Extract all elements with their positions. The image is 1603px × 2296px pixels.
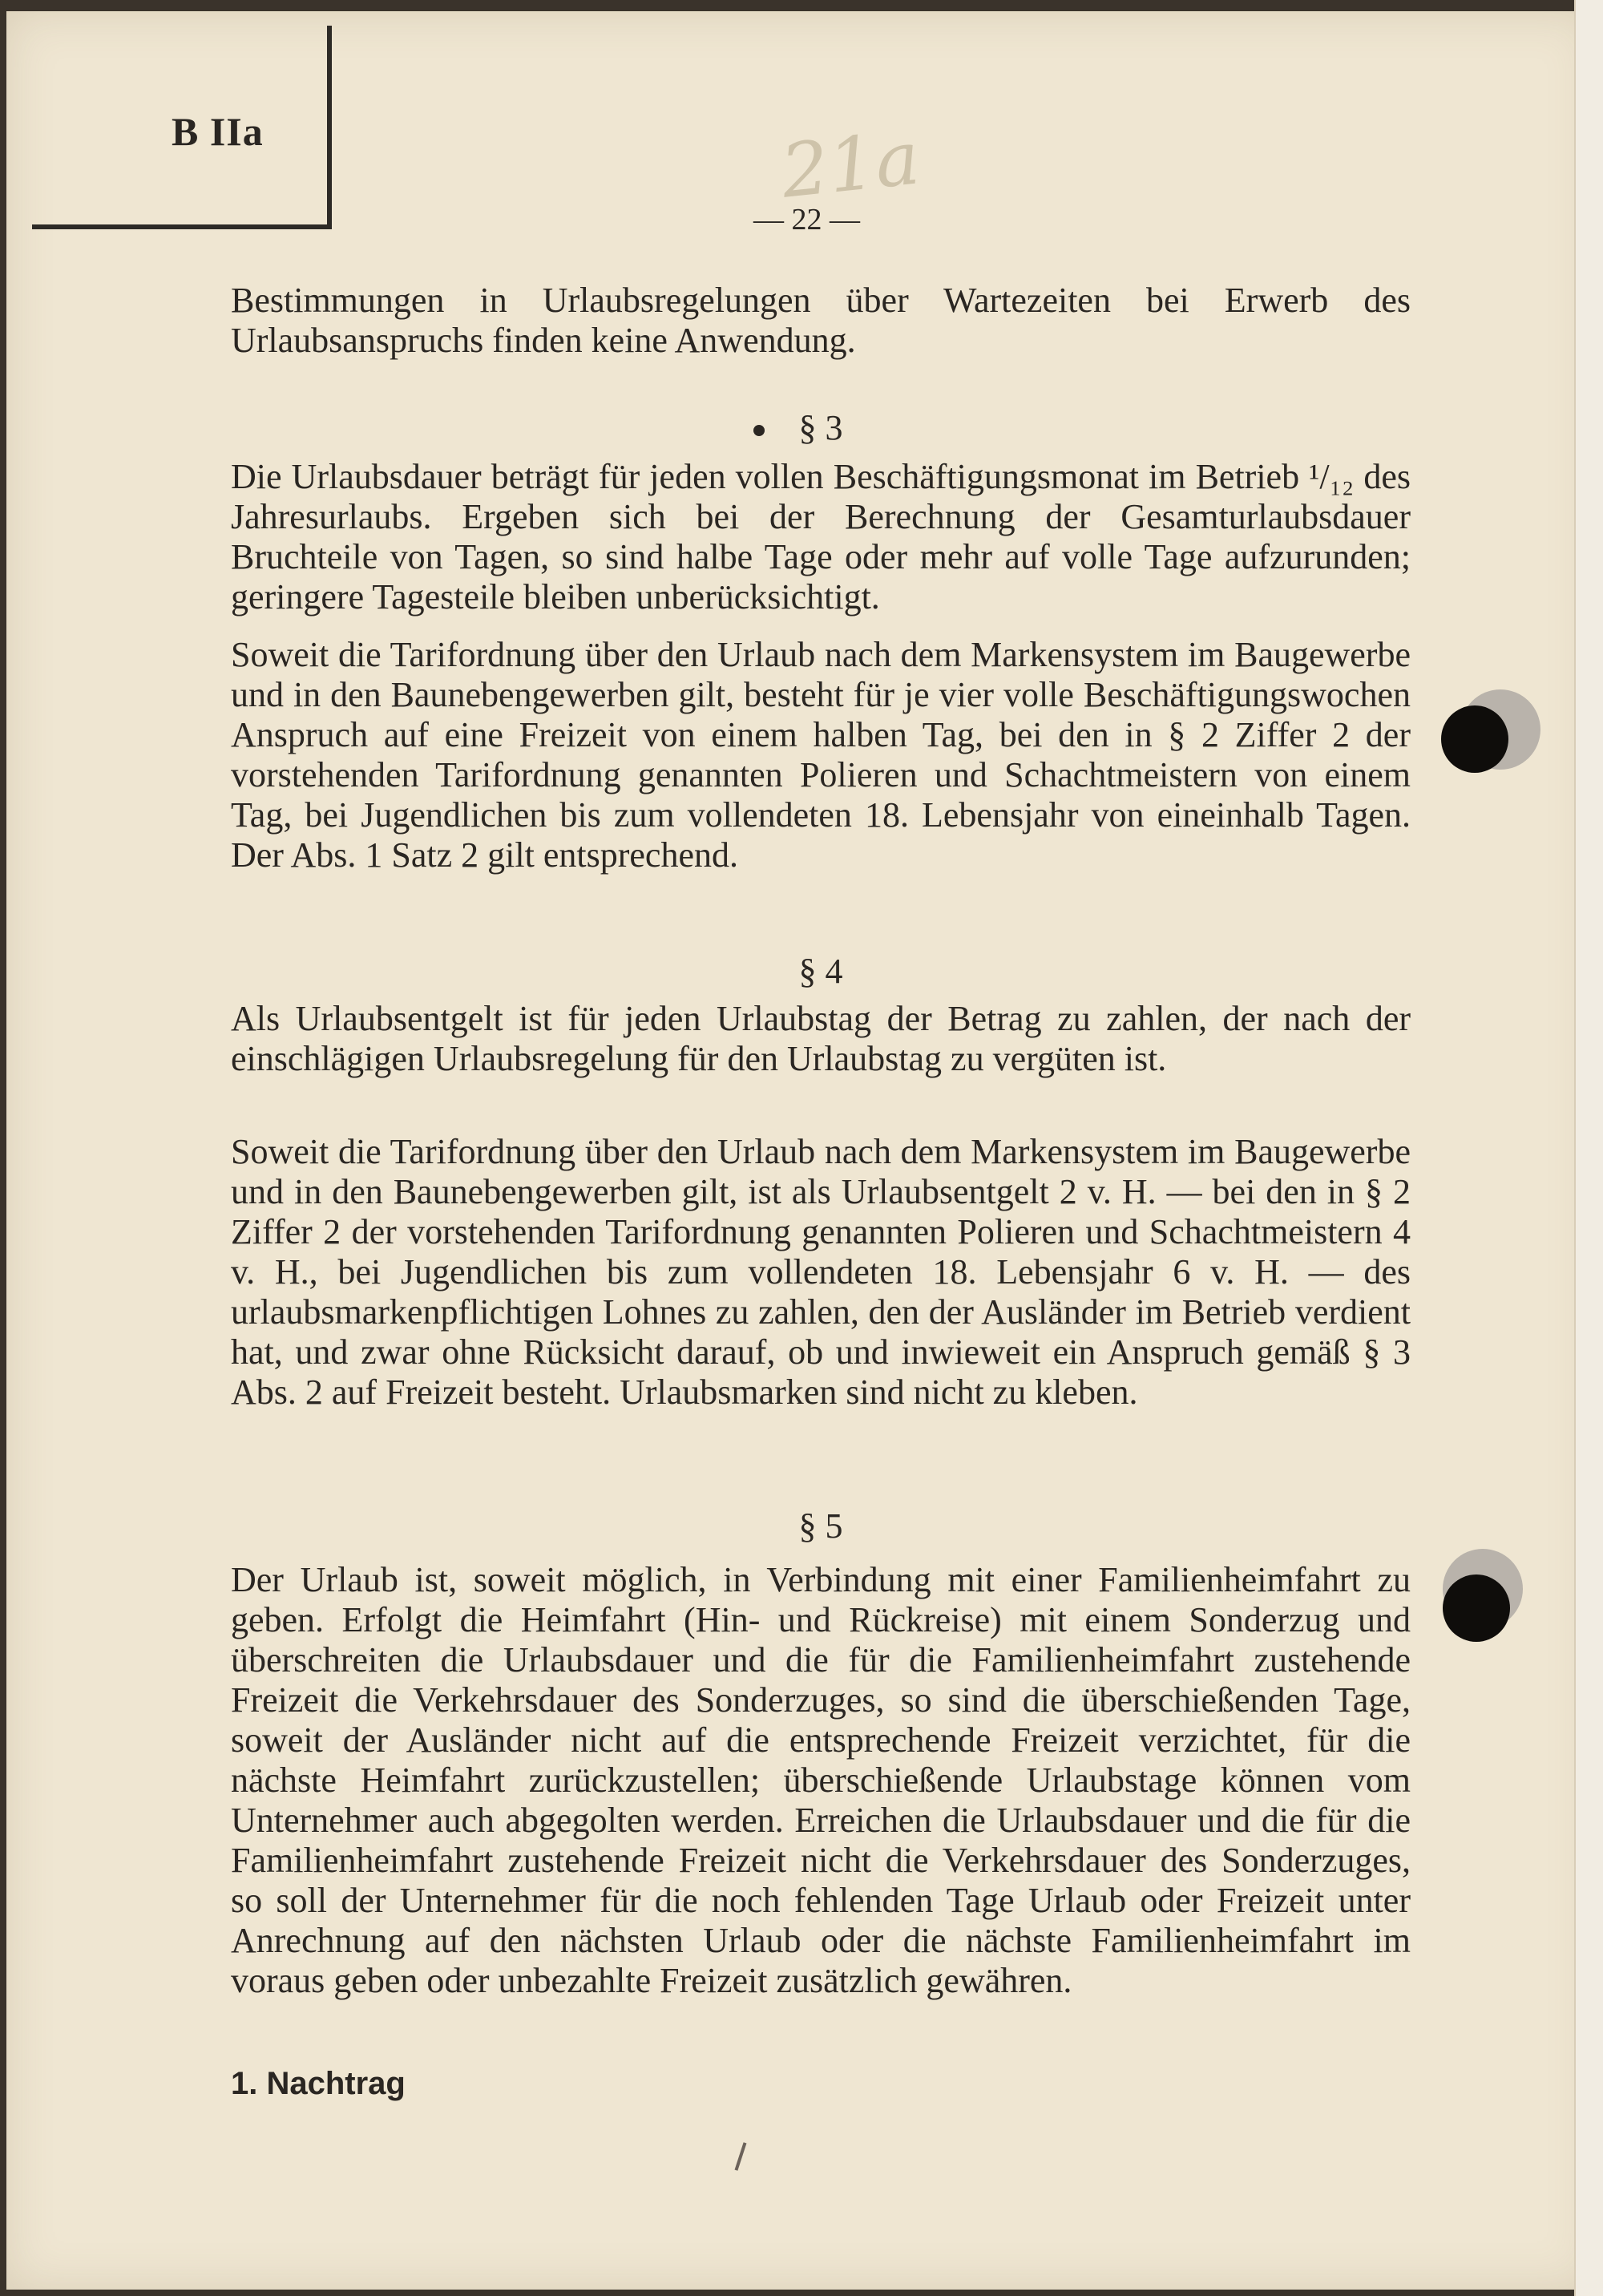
punch-hole-bottom [1443,1574,1510,1642]
register-tab-label: B IIa [172,109,264,154]
section-3-paragraph-1: Die Urlaubsdauer beträgt für jeden vollen Beschäftigungsmonat im Betrieb ¹/₁₂ des Jahresurlaubs. Ergeben sich bei der Berechnung der Gesamturlaubsdauer Bruchteile von Tagen, so sind halbe Tage oder mehr auf volle Tage aufzurunden; geringere Tagesteile bleiben unberücksichtigt. [231,457,1411,616]
section-5-paragraph-1: Der Urlaub ist, soweit möglich, in Verbindung mit einer Familienheimfahrt zu geben. Erfolgt die Heimfahrt (Hin- und Rückreise) mit einem Sonderzug und überschreiten die Urlaubsdauer und die für die Familienheimfahrt zustehende Freizeit die Verkehrsdauer des Sonderzuges, so sind die überschießenden Tage, soweit der Ausländer nicht auf die entsprechende Freizeit verzichtet, für die nächste Heimfahrt zurückzustellen; überschießende Urlaubstage können vom Unternehmer auch abgegolten werden. Erreichen die Urlaubsdauer und die für die Familienheimfahrt zustehende Freizeit nicht die Verkehrsdauer des Sonderzuges, so soll der Unternehmer für die noch fehlenden Tage Urlaub oder Freizeit unter Anrechnung auf den nächsten Urlaub oder die nächste Familienheimfahrt im voraus geben oder unbezahlte Freizeit zusätzlich gewähren. [231,1560,1411,2000]
section-4-paragraph-1: Als Urlaubsentgelt ist für jeden Urlaubstag der Betrag zu zahlen, der nach der einschlägigen Urlaubsregelung für den Urlaubstag zu vergüten ist. [231,999,1411,1078]
section-3-paragraph-2: Soweit die Tarifordnung über den Urlaub nach dem Markensystem im Baugewerbe und in den Baunebengewerben gilt, besteht für je vier volle Beschäftigungswochen Anspruch auf eine Freizeit von einem halben Tag, bei den in § 2 Ziffer 2 der vorstehenden Tarifordnung genannten Polieren und Schachtmeistern von einem Tag, bei Jugendlichen bis zum vollendeten 18. Lebensjahr von eineinhalb Tagen. Der Abs. 1 Satz 2 gilt entsprechend. [231,635,1411,875]
page-edge [1574,0,1603,2296]
handwritten-note: 21a [777,115,924,215]
footer-note: 1. Nachtrag [231,2066,406,2101]
punch-hole-top [1441,705,1508,773]
page-number: — 22 — [753,203,860,236]
section-heading-5: § 5 [798,1506,843,1546]
section-heading-4: § 4 [798,952,843,991]
section-heading-3: § 3 [798,408,843,447]
intro-paragraph: Bestimmungen in Urlaubsregelungen über Wartezeiten bei Erwerb des Urlaubsanspruchs finden keine Anwendung. [231,281,1411,360]
section-4-paragraph-2: Soweit die Tarifordnung über den Urlaub nach dem Markensystem im Baugewerbe und in den Baunebengewerben gilt, ist als Urlaubsentgelt 2 v. H. — bei den in § 2 Ziffer 2 der vorstehenden Tarifordnung genannten Polieren und Schachtmeistern 4 v. H., bei Jugendlichen bis zum vollendeten 18. Lebensjahr 6 v. H. — des urlaubsmarkenpflichtigen Lohnes zu zahlen, den der Ausländer im Betrieb verdient hat, und zwar ohne Rücksicht darauf, ob und inwieweit ein Anspruch gemäß § 3 Abs. 2 auf Freizeit besteht. Urlaubsmarken sind nicht zu kleben. [231,1132,1411,1412]
